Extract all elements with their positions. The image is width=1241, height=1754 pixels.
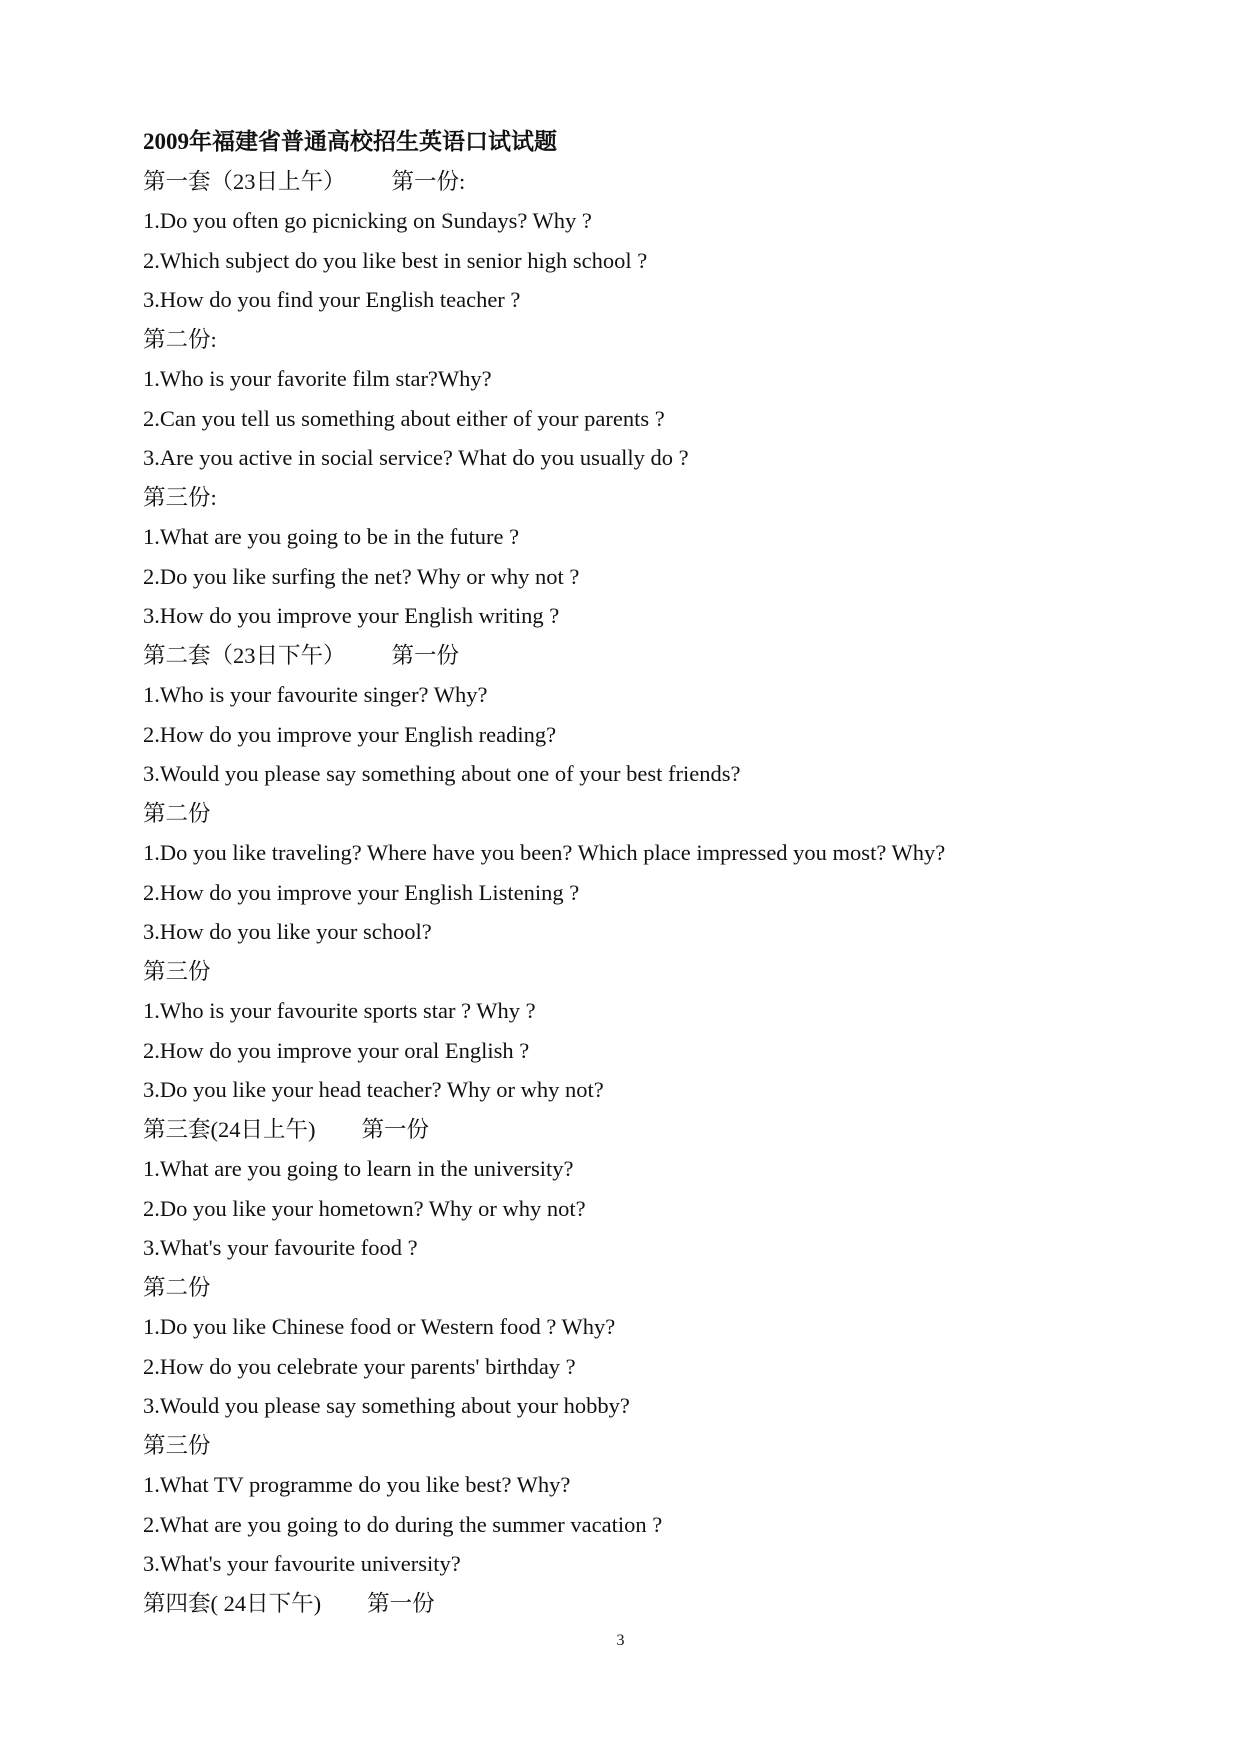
question-item: 1.Who is your favourite singer? Why? [143, 682, 488, 707]
question-list [143, 162, 1123, 1624]
question-item: 1.What TV programme do you like best? Why? [143, 1472, 571, 1497]
question-item: 1.Who is your favorite film star?Why? [143, 366, 492, 391]
part-heading: 第三份 [143, 1432, 211, 1458]
question-item: 1.Do you often go picnicking on Sundays? Why ? [143, 208, 592, 233]
question-item: 3.Would you please say something about your hobby? [143, 1393, 630, 1418]
set-heading [143, 1110, 1123, 1150]
document-body [143, 122, 1123, 1623]
set-heading [143, 1584, 1123, 1624]
question-item: 3.Are you active in social service? What do you usually do ? [143, 445, 689, 470]
question-item: 3.Would you please say something about one of your best friends? [143, 761, 741, 786]
set-label: 第二套（23日下午） [143, 642, 346, 668]
document-title: 2009年福建省普通高校招生英语口试试题 [143, 129, 557, 154]
part-heading: 第三份 [143, 958, 211, 984]
question-item: 3.How do you like your school? [143, 919, 432, 944]
part-heading: 第二份: [143, 326, 217, 352]
question-item: 1.What are you going to learn in the university? [143, 1156, 574, 1181]
question-item: 3.How do you improve your English writing ? [143, 603, 560, 628]
question-item: 2.Do you like your hometown? Why or why not? [143, 1195, 586, 1221]
question-item: 1.Do you like Chinese food or Western food ? Why? [143, 1314, 616, 1339]
question-item: 3.What's your favourite food ? [143, 1235, 418, 1260]
part-heading: 第二份 [143, 1274, 211, 1300]
question-item: 2.Do you like surfing the net? Why or why not ? [143, 563, 580, 589]
part-label: 第一份 [367, 1590, 435, 1616]
question-item: 2.How do you celebrate your parents' birthday ? [143, 1353, 576, 1379]
part-label: 第一份 [391, 642, 460, 668]
part-label: 第一份: [391, 168, 466, 194]
set-heading [143, 636, 1123, 676]
part-heading: 第三份: [143, 484, 217, 510]
question-item: 1.What are you going to be in the future ? [143, 524, 520, 549]
question-item: 2.How do you improve your English Listening ? [143, 879, 580, 905]
question-item: 1.Who is your favourite sports star ? Why ? [143, 998, 536, 1023]
question-item: 3.How do you find your English teacher ? [143, 287, 521, 312]
page-number: 3 [616, 1632, 625, 1649]
question-item: 2.How do you improve your English reading? [143, 721, 557, 747]
set-label: 第三套(24日上午) [143, 1116, 316, 1142]
question-item: 2.Can you tell us something about either of your parents ? [143, 405, 665, 431]
question-item: 1.Do you like traveling? Where have you been? Which place impressed you most? Why? [143, 840, 946, 865]
question-item: 3.What's your favourite university? [143, 1551, 461, 1576]
question-item: 2.How do you improve your oral English ? [143, 1037, 530, 1063]
part-label: 第一份 [361, 1116, 430, 1142]
set-label: 第一套（23日上午） [143, 168, 346, 194]
set-label: 第四套( 24日下午) [143, 1590, 322, 1616]
question-item: 2.Which subject do you like best in senior high school ? [143, 247, 648, 273]
question-item: 3.Do you like your head teacher? Why or why not? [143, 1077, 604, 1102]
part-heading: 第二份 [143, 800, 211, 826]
set-heading [143, 162, 1123, 202]
question-item: 2.What are you going to do during the summer vacation ? [143, 1511, 663, 1537]
